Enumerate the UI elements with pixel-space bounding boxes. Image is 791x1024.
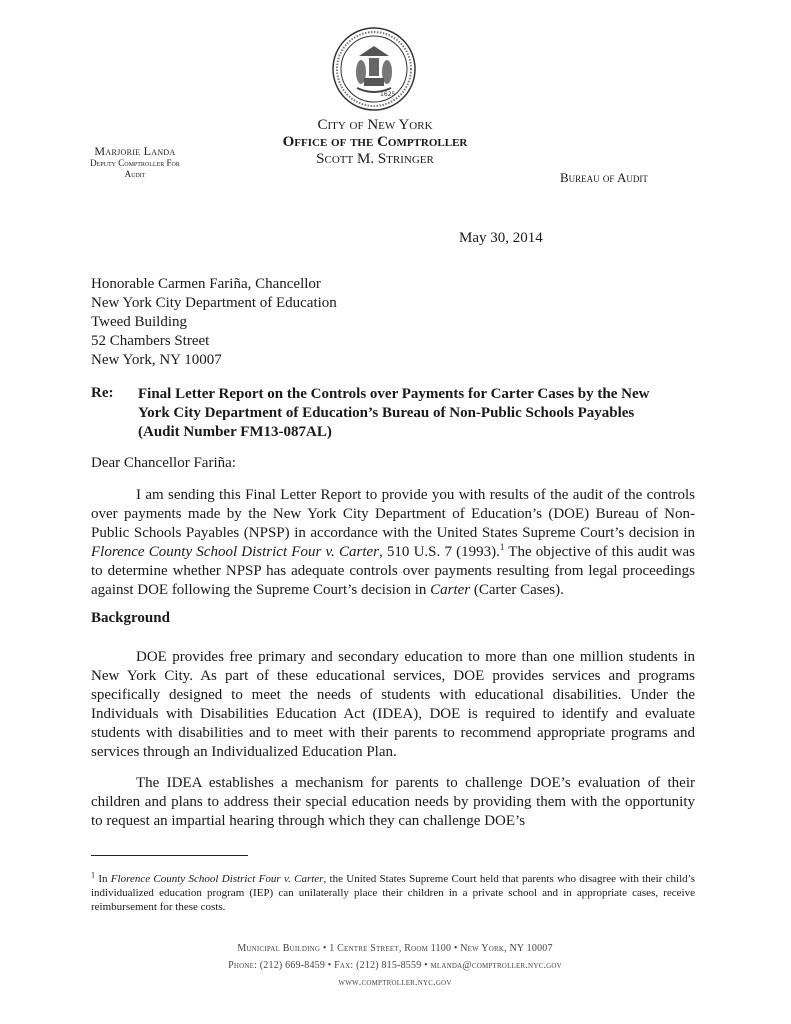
background-text-1: DOE provides free primary and secondary education to more than one million students in New York City. As part of these educational services, DOE provides services and programs specifically designed to meet the needs of students with educational disabilities. Under the Individuals with Disabilities Education Act (IDEA), DOE is required to identify and evaluate students with disabilities and to meet with their parents to recommend appropriate programs and services through an Individualized Education Plan. [91, 649, 695, 760]
page-footer [130, 940, 660, 991]
letterhead-center [230, 117, 520, 168]
re-label: Re: [91, 385, 114, 401]
city-name: City of New York [317, 117, 433, 133]
deputy-title-line1: Deputy Comptroller For [90, 158, 180, 168]
address-line: New York City Department of Education [91, 295, 337, 311]
intro-text-3: The objective of this audit was to determine whether NPSP has adequate controls over payments resulting from legal proceedings against DOE following the Supreme Court’s decision in [91, 544, 696, 598]
intro-text-1: I am sending this Final Letter Report to provide you with results of the audit of the controls over payments made by the New York City Department of Education’s (DOE) Bureau of Non-Public Schools Payables (NPSP) in accordance with the United States Supreme Court’s decision in [91, 487, 695, 541]
carter-ref: Carter [430, 582, 471, 598]
paragraph-background-1 [91, 648, 695, 762]
address-line: 52 Chambers Street [91, 333, 210, 349]
bureau-name: Bureau of Audit [560, 170, 648, 185]
footer-website: www.comptroller.nyc.gov [338, 977, 452, 988]
footnote-ref: 1 [499, 542, 505, 552]
footnote-divider [91, 855, 248, 856]
letterhead-left [55, 145, 215, 180]
address-line: New York, NY 10007 [91, 352, 222, 368]
footer-address: Municipal Building • 1 Centre Street, Room 1100 • New York, NY 10007 [237, 943, 553, 954]
office-name: Office of the Comptroller [282, 134, 468, 150]
re-subject: Final Letter Report on the Controls over Payments for Carter Cases by the New York City Department of Education’s Bureau of Non-Public Schools Payables (Audit Number FM13-087AL) [138, 386, 650, 440]
salutation: Dear Chancellor Fariña: [91, 455, 236, 471]
seal-year: 1625 [380, 91, 396, 98]
intro-text-2: , 510 U.S. 7 (1993). [378, 544, 500, 560]
deputy-title-line2: Audit [124, 169, 146, 179]
city-seal-icon [331, 26, 417, 112]
address-line: Honorable Carmen Fariña, Chancellor [91, 276, 321, 292]
deputy-name: Marjorie Landa [94, 144, 176, 158]
footnote [91, 872, 695, 914]
intro-text-4: (Carter Cases). [470, 582, 564, 598]
background-heading: Background [91, 610, 170, 626]
footnote-text-2: , the United States Supreme Court held that parents who disagree with their child’s individualized education program (IEP) can unilaterally place their children in a private school and in appropriate cases, receive reimbursement for these costs. [91, 873, 695, 913]
footnote-number: 1 [91, 870, 95, 880]
recipient-address [91, 275, 337, 370]
paragraph-intro [91, 486, 695, 600]
address-line: Tweed Building [91, 314, 188, 330]
letter-date: May 30, 2014 [459, 230, 543, 246]
comptroller-name: Scott M. Stringer [316, 151, 434, 167]
footer-contact: Phone: (212) 669-8459 • Fax: (212) 815-8559 • mlanda@comptroller.nyc.gov [228, 960, 562, 971]
case-name: Florence County School District Four v. Carter [91, 544, 379, 560]
background-text-2: The IDEA establishes a mechanism for parents to challenge DOE’s evaluation of their children and plans to address their special education needs by providing them with the opportunity to request an impartial hearing through which they can challenge DOE’s [91, 775, 695, 829]
footnote-case-name: Florence County School District Four v. Carter [110, 873, 324, 885]
footnote-text-1: In [95, 873, 111, 885]
paragraph-background-2 [91, 774, 695, 831]
